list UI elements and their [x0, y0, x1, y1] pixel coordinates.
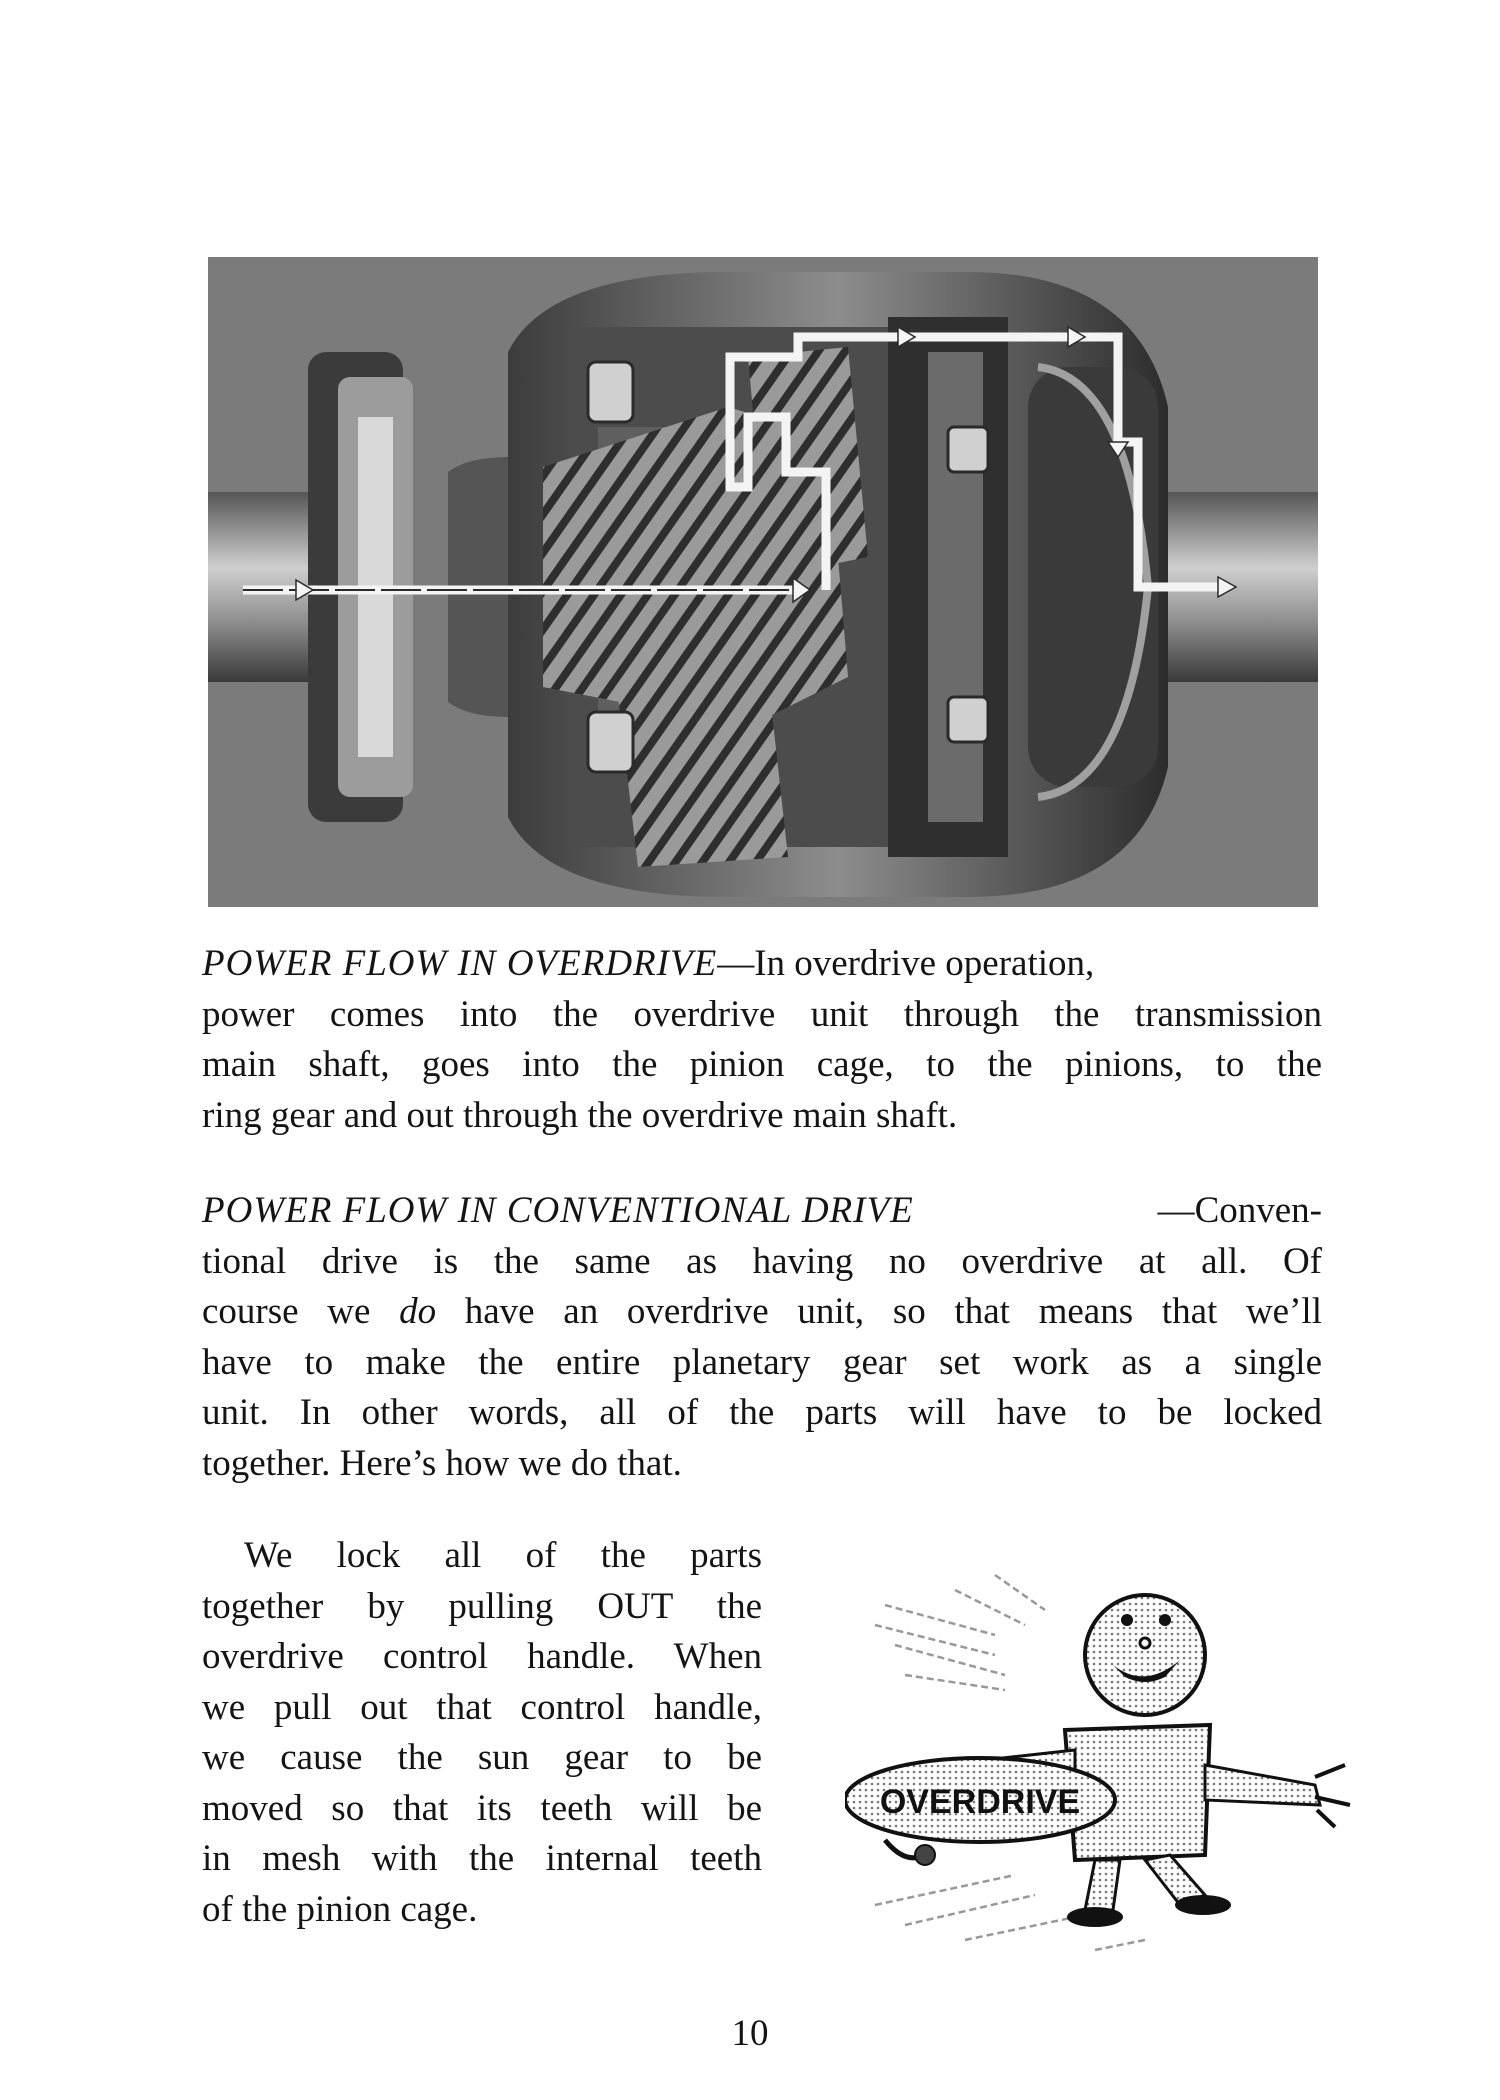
mascot-drawing	[845, 1565, 1375, 1965]
paragraph-line: we cause the sun gear to be	[202, 1737, 762, 1778]
paragraph-line: moved so that its teeth will be	[202, 1787, 762, 1829]
emphasis-do: do	[399, 1291, 437, 1332]
section-lead-conventional: POWER FLOW IN CONVENTIONAL DRIVE	[202, 1190, 914, 1231]
paragraph-line: course we do have an overdrive unit, so that means that we’ll	[202, 1291, 1322, 1332]
paragraph-line: main shaft, goes into the pinion cage, to the pinions, to the	[202, 1044, 1322, 1085]
overdrive-sign-text: OVERDRIVE	[879, 1783, 1081, 1821]
paragraph-line: have to make the entire planetary gear set work as a single	[202, 1341, 1322, 1383]
page-number: 10	[731, 2013, 769, 2054]
cutaway-drawing	[208, 257, 1318, 907]
paragraph-line: unit. In other words, all of the parts will have to be locked	[202, 1392, 1322, 1433]
paragraph-line: in mesh with the internal teeth	[202, 1838, 762, 1879]
paragraph-line: power comes into the overdrive unit through the transmission	[202, 993, 1322, 1035]
paragraph-line: overdrive control handle. When	[202, 1636, 762, 1677]
paragraph-line: We lock all of the parts	[244, 1535, 762, 1576]
section-lead-overdrive: POWER FLOW IN OVERDRIVE	[202, 943, 718, 984]
power-flow-conventional-paragraph	[202, 1186, 1322, 1489]
lock-parts-paragraph	[202, 1531, 762, 1935]
overdrive-cutaway-illustration	[208, 257, 1318, 907]
overdrive-mascot-illustration	[845, 1565, 1375, 1965]
power-flow-overdrive-paragraph	[202, 939, 1322, 1141]
paragraph-line: together. Here’s how we do that.	[202, 1442, 682, 1484]
paragraph-line: together by pulling OUT the	[202, 1585, 762, 1627]
paragraph-line: of the pinion cage.	[202, 1888, 478, 1930]
paragraph-line: POWER FLOW IN OVERDRIVE—In overdrive operation,	[202, 943, 1095, 984]
paragraph-line: we pull out that control handle,	[202, 1686, 762, 1728]
paragraph-line: tional drive is the same as having no overdrive at all. Of	[202, 1240, 1322, 1282]
paragraph-line: ring gear and out through the overdrive main shaft.	[202, 1094, 958, 1136]
paragraph-line: POWER FLOW IN CONVENTIONAL DRIVE —Conven-	[202, 1186, 1322, 1237]
